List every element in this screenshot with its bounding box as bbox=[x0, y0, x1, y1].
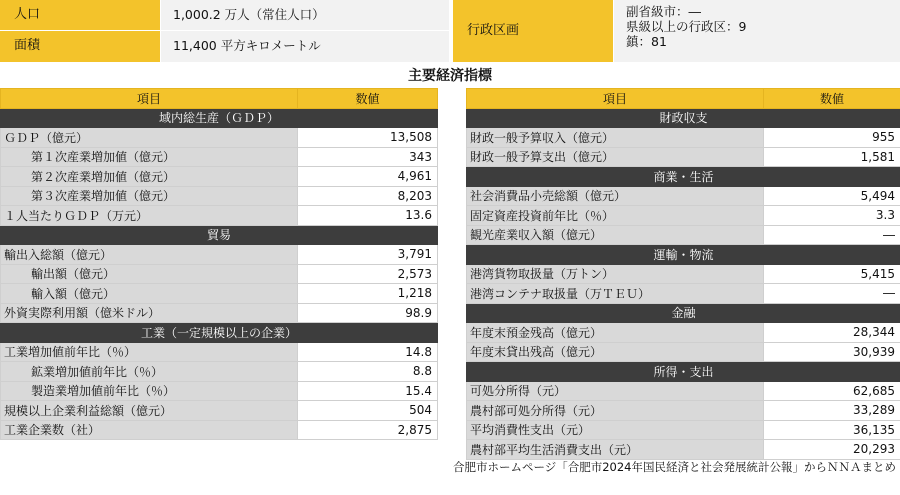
table-row bbox=[467, 264, 900, 284]
section-header-row bbox=[1, 323, 438, 343]
table-row bbox=[1, 381, 438, 401]
indicator-label: 港湾貨物取扱量（万トン） bbox=[467, 264, 764, 284]
indicator-value: 5,494 bbox=[764, 186, 900, 206]
page-title: 主要経済指標 bbox=[408, 68, 492, 84]
indicator-value: ― bbox=[764, 225, 900, 245]
table-row bbox=[1, 284, 438, 304]
section-title: 金融 bbox=[467, 303, 900, 323]
section-header-row bbox=[467, 108, 900, 128]
indicator-value: 955 bbox=[764, 128, 900, 148]
indicator-value: 30,939 bbox=[764, 342, 900, 362]
table-row bbox=[1, 206, 438, 226]
admin-line: 鎮：81 bbox=[626, 34, 667, 49]
indicator-label: 工業増加値前年比（％） bbox=[1, 342, 298, 362]
indicator-value: 14.8 bbox=[298, 342, 438, 362]
table-row bbox=[467, 147, 900, 167]
indicator-value: 33,289 bbox=[764, 401, 900, 421]
area-label: 面積 bbox=[0, 31, 160, 62]
table-row bbox=[467, 342, 900, 362]
indicator-value: 15.4 bbox=[298, 381, 438, 401]
indicator-label: 外資実際利用額（億米ドル） bbox=[1, 303, 298, 323]
indicator-label: 規模以上企業利益総額（億元） bbox=[1, 401, 298, 421]
table-row bbox=[467, 225, 900, 245]
section-header-row bbox=[1, 108, 438, 128]
indicator-value: 504 bbox=[298, 401, 438, 421]
indicator-label: 可処分所得（元） bbox=[467, 381, 764, 401]
indicator-label: 第１次産業増加値（億元） bbox=[1, 147, 298, 167]
indicator-value: 1,218 bbox=[298, 284, 438, 304]
indicator-label: 輸出入総額（億元） bbox=[1, 245, 298, 265]
table-row bbox=[1, 167, 438, 187]
indicator-value: 28,344 bbox=[764, 323, 900, 343]
indicator-value: 20,293 bbox=[764, 440, 900, 460]
indicator-label: 農村部可処分所得（元） bbox=[467, 401, 764, 421]
table-row bbox=[467, 284, 900, 304]
indicator-label: 工業企業数（社） bbox=[1, 420, 298, 440]
indicator-value: 2,573 bbox=[298, 264, 438, 284]
indicator-label: 農村部平均生活消費支出（元） bbox=[467, 440, 764, 460]
table-row bbox=[1, 186, 438, 206]
indicator-value: 5,415 bbox=[764, 264, 900, 284]
table-row bbox=[1, 128, 438, 148]
section-header-row bbox=[467, 245, 900, 265]
table-row bbox=[1, 303, 438, 323]
indicator-value: 8,203 bbox=[298, 186, 438, 206]
population-label: 人口 bbox=[0, 0, 160, 30]
indicator-label: 財政一般予算収入（億元） bbox=[467, 128, 764, 148]
indicator-value: 2,875 bbox=[298, 420, 438, 440]
info-block bbox=[0, 0, 900, 62]
indicator-label: 第２次産業増加値（億元） bbox=[1, 167, 298, 187]
left-table-body bbox=[1, 89, 438, 440]
indicator-label: 輸出額（億元） bbox=[1, 264, 298, 284]
indicator-label: 財政一般予算支出（億元） bbox=[467, 147, 764, 167]
indicator-value: 8.8 bbox=[298, 362, 438, 382]
table-header-row bbox=[1, 89, 438, 109]
indicator-value: 36,135 bbox=[764, 420, 900, 440]
area-value: 11,400 平方キロメートル bbox=[161, 31, 449, 62]
table-row bbox=[467, 401, 900, 421]
table-row bbox=[1, 342, 438, 362]
indicator-value: 13,508 bbox=[298, 128, 438, 148]
table-row bbox=[467, 128, 900, 148]
population-value: 1,000.2 万人（常住人口） bbox=[161, 0, 449, 30]
table-row bbox=[467, 323, 900, 343]
table-row bbox=[1, 264, 438, 284]
table-row bbox=[467, 381, 900, 401]
section-title: 工業（一定規模以上の企業） bbox=[1, 323, 438, 343]
section-title: 運輸・物流 bbox=[467, 245, 900, 265]
indicator-label: 輸入額（億元） bbox=[1, 284, 298, 304]
indicator-value: 3,791 bbox=[298, 245, 438, 265]
indicator-value: 13.6 bbox=[298, 206, 438, 226]
indicator-label: 年度末貸出残高（億元） bbox=[467, 342, 764, 362]
indicator-label: 港湾コンテナ取扱量（万ＴＥＵ） bbox=[467, 284, 764, 304]
table-row bbox=[467, 186, 900, 206]
indicator-label: 製造業増加値前年比（％） bbox=[1, 381, 298, 401]
section-header-row bbox=[467, 167, 900, 187]
table-row bbox=[1, 362, 438, 382]
table-row bbox=[1, 401, 438, 421]
table-row bbox=[467, 440, 900, 460]
right-table-body bbox=[467, 89, 900, 460]
section-title: 貿易 bbox=[1, 225, 438, 245]
table-row bbox=[1, 420, 438, 440]
section-title: 財政収支 bbox=[467, 108, 900, 128]
table-row bbox=[467, 420, 900, 440]
indicator-label: 固定資産投資前年比（％） bbox=[467, 206, 764, 226]
indicator-value: 4,961 bbox=[298, 167, 438, 187]
indicator-value: 98.9 bbox=[298, 303, 438, 323]
admin-label: 行政区画 bbox=[453, 0, 613, 62]
indicator-value: 3.3 bbox=[764, 206, 900, 226]
indicator-label: ＧＤＰ（億元） bbox=[1, 128, 298, 148]
indicator-label: １人当たりＧＤＰ（万元） bbox=[1, 206, 298, 226]
admin-value bbox=[614, 0, 900, 62]
column-header-item: 項目 bbox=[467, 89, 764, 109]
indicator-value: ― bbox=[764, 284, 900, 304]
admin-line: 県級以上の行政区：9 bbox=[626, 19, 747, 34]
section-title: 域内総生産（ＧＤＰ） bbox=[1, 108, 438, 128]
table-row bbox=[1, 245, 438, 265]
table-header-row bbox=[467, 89, 900, 109]
column-header-item: 項目 bbox=[1, 89, 298, 109]
section-header-row bbox=[467, 303, 900, 323]
indicator-label: 社会消費品小売総額（億元） bbox=[467, 186, 764, 206]
left-indicator-table bbox=[0, 88, 438, 440]
table-row bbox=[1, 147, 438, 167]
indicator-label: 鉱業増加値前年比（％） bbox=[1, 362, 298, 382]
right-indicator-table bbox=[466, 88, 900, 460]
section-title: 商業・生活 bbox=[467, 167, 900, 187]
indicator-value: 343 bbox=[298, 147, 438, 167]
indicator-label: 観光産業収入額（億元） bbox=[467, 225, 764, 245]
indicator-label: 平均消費性支出（元） bbox=[467, 420, 764, 440]
indicator-value: 62,685 bbox=[764, 381, 900, 401]
indicator-value: 1,581 bbox=[764, 147, 900, 167]
indicator-label: 年度末預金残高（億元） bbox=[467, 323, 764, 343]
section-title: 所得・支出 bbox=[467, 362, 900, 382]
section-header-row bbox=[467, 362, 900, 382]
source-note: 合肥市ホームページ「合肥市2024年国民経済と社会発展統計公報」からＮＮＡまとめ bbox=[452, 460, 896, 474]
indicator-label: 第３次産業増加値（億元） bbox=[1, 186, 298, 206]
section-header-row bbox=[1, 225, 438, 245]
admin-line: 副省級市：― bbox=[626, 4, 702, 19]
column-header-value: 数値 bbox=[298, 89, 438, 109]
column-header-value: 数値 bbox=[764, 89, 900, 109]
table-row bbox=[467, 206, 900, 226]
